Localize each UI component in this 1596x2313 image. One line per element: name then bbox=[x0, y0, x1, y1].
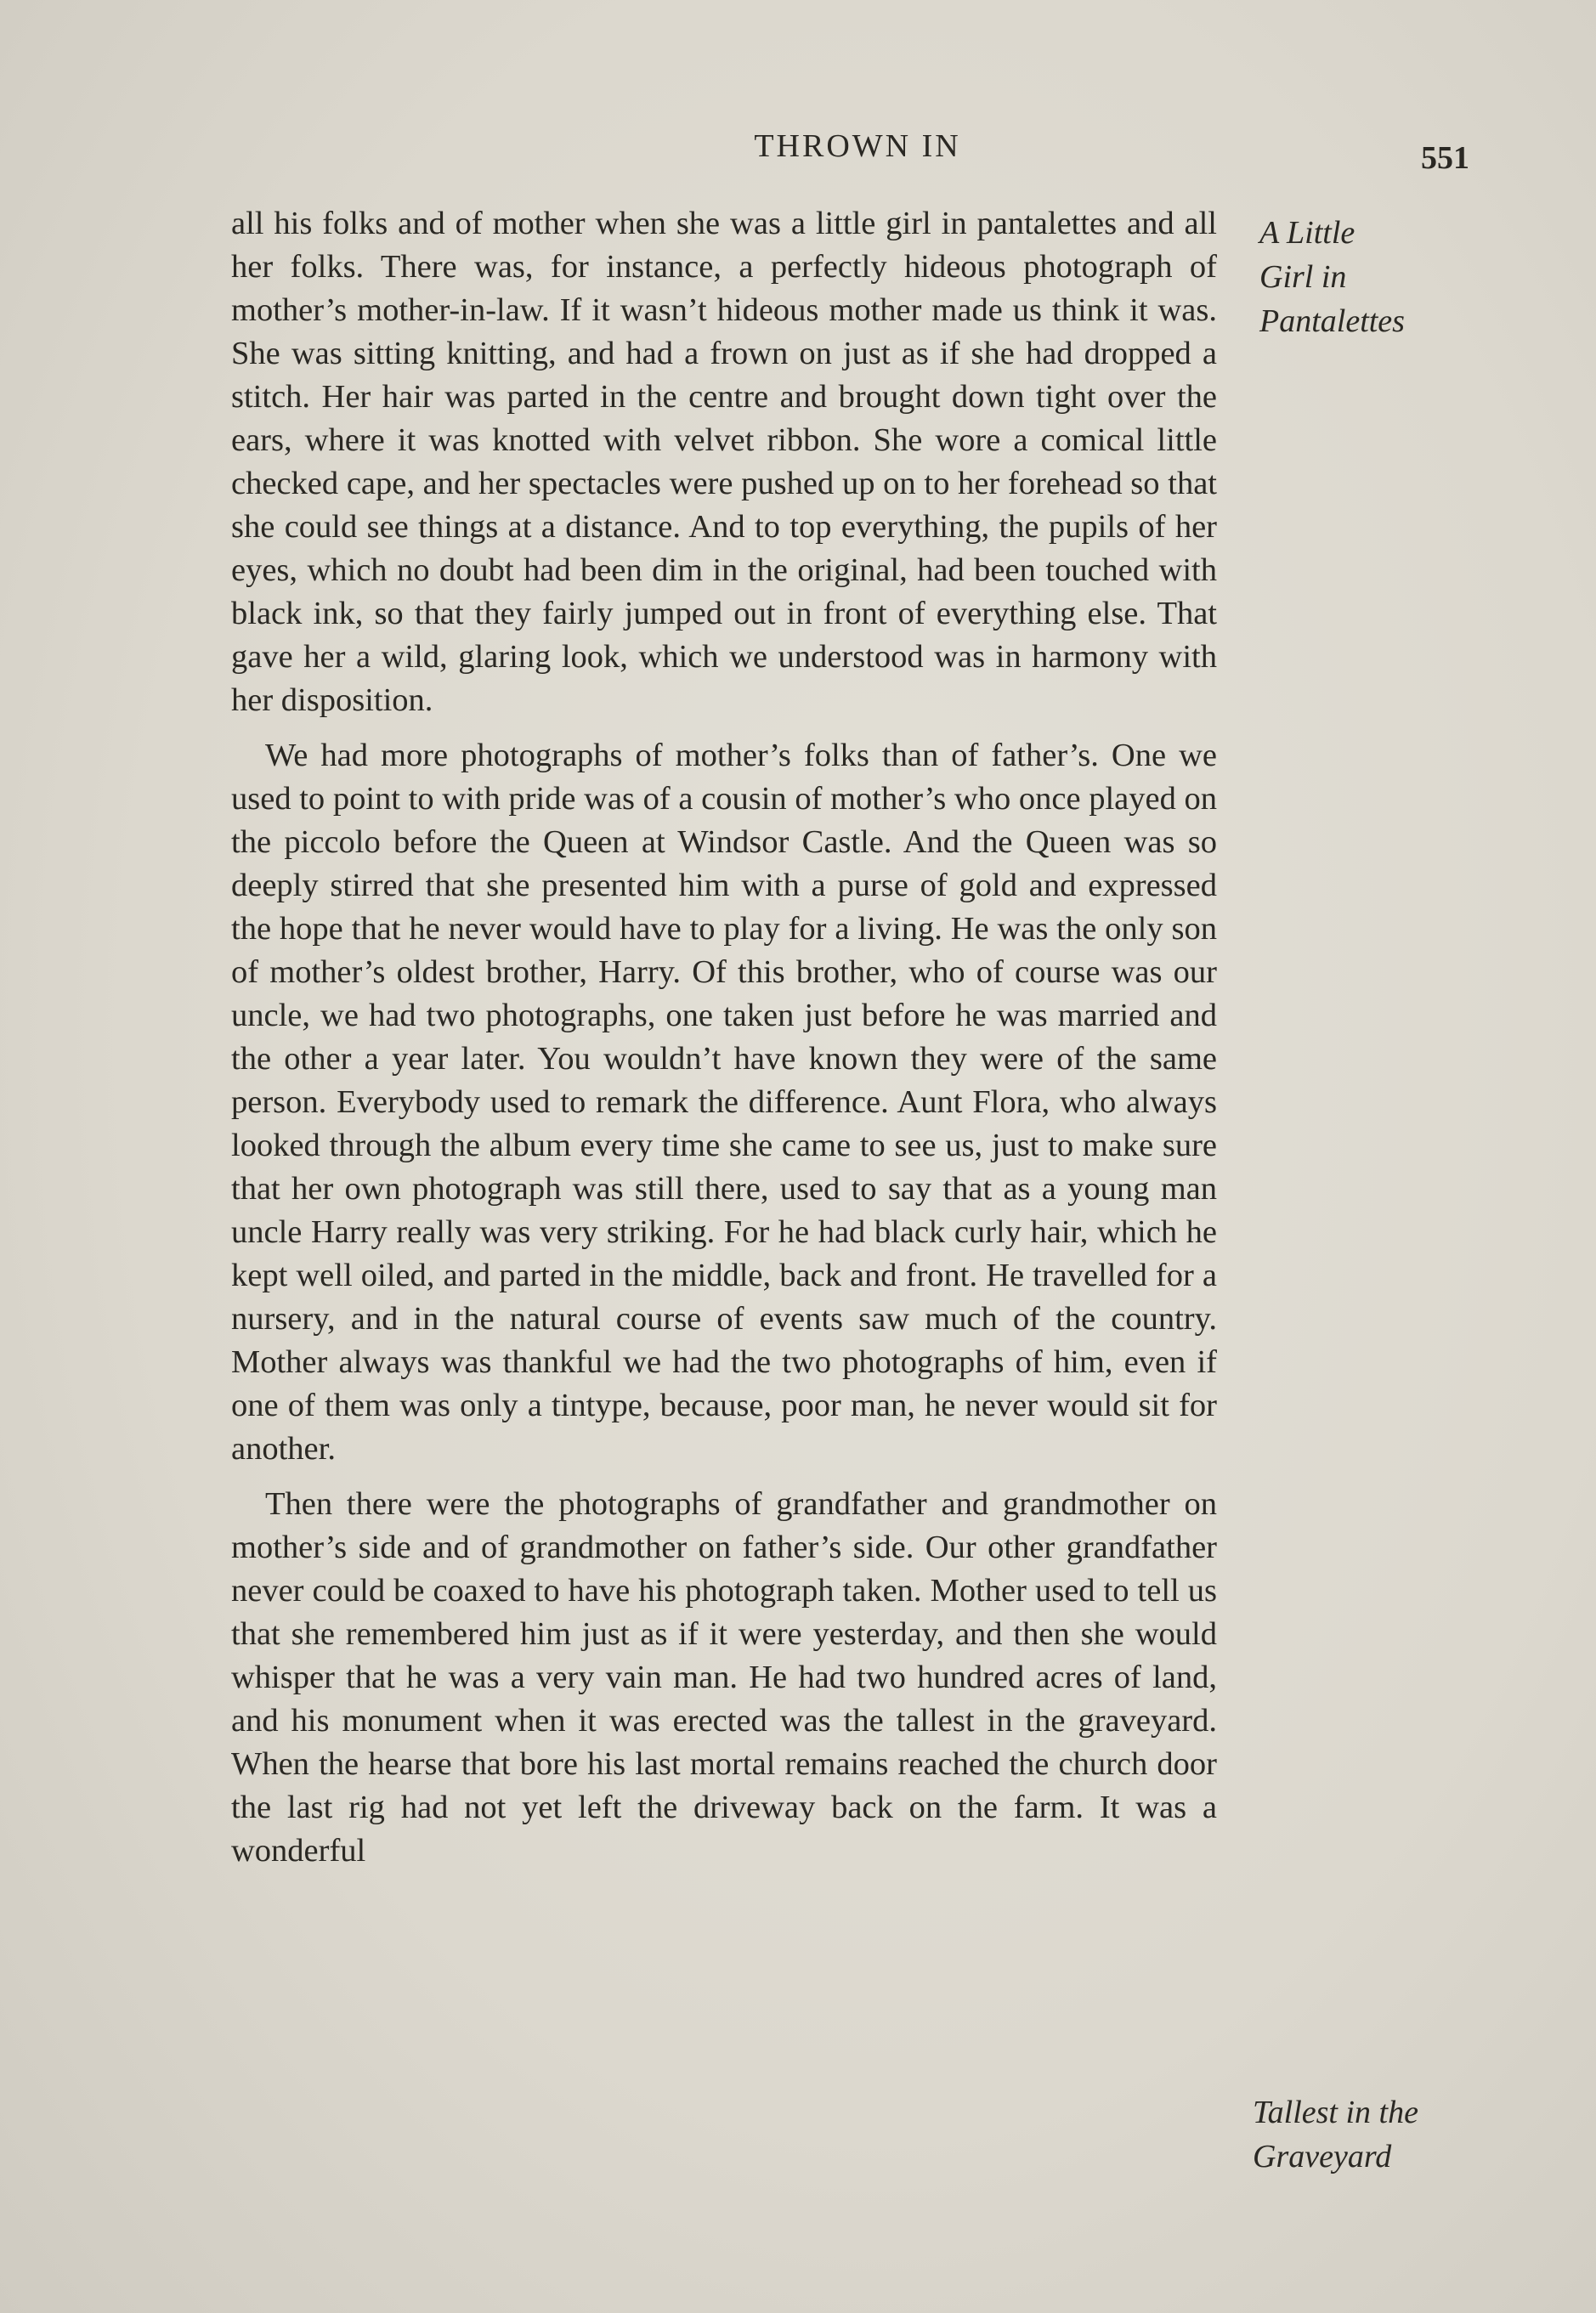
side-note-line: A Little bbox=[1259, 215, 1355, 251]
side-note-line: Graveyard bbox=[1253, 2139, 1392, 2174]
paragraph-2: We had more photographs of mother’s folks than of father’s. One we used to point to with pride was of a cousin of mother’s who once played on the piccolo before the Queen at Windsor Castle. And the Queen was so deeply stirred that she presented him with a purse of gold and expressed the hope that he never would have to play for a living. He was the only son of mother’s oldest brother, Harry. Of this brother, who of course was our uncle, we had two photographs, one taken just before he was married and the other a year later. You wouldn’t have known they were of the same person. Everybody used to remark the difference. Aunt Flora, who always looked through the album every time she came to see us, just to make sure that her own photograph was still there, used to say that as a young man uncle Harry really was very striking. For he had black curly hair, which he kept well oiled, and parted in the middle, back and front. He travelled for a nursery, and in the natural course of events saw much of the country. Mother always was thankful we had the two photographs of him, even if one of them was only a tintype, because, poor man, he never would sit for another. bbox=[231, 738, 1217, 1467]
paragraph-3: Then there were the photographs of grandfather and grandmother on mother’s side and of grandmother on father’s side. Our other grandfather never could be coaxed to have his photograph taken. Mother used to tell us that she remembered him just as if it were yesterday, and then she would whisper that he was a very vain man. He had two hundred acres of land, and his monument when it was erected was the tallest in the graveyard. When the hearse that bore his last mortal remains reached the church door the last rig had not yet left the driveway back on the farm. It was a wonderful bbox=[231, 1486, 1217, 1869]
side-note-line: Tallest in the bbox=[1253, 2095, 1418, 2130]
running-title: THROWN IN bbox=[754, 128, 961, 164]
paragraph-1: all his folks and of mother when she was a little girl in pantalettes and all her folks. There was, for instance, a perfectly hideous photograph of mother’s mother-in-law. If it wasn’t hideous mother made us think it was. She was sitting knitting, and had a frown on just as if she had dropped a stitch. Her hair was parted in the centre and brought down tight over the ears, where it was knotted with velvet ribbon. She wore a comical little checked cape, and her spectacles were pushed up on to her forehead so that she could see things at a distance. And to top everything, the pupils of her eyes, which no doubt had been dim in the original, had been touched with black ink, so that they fairly jumped out in front of everything else. That gave her a wild, glaring look, which we understood was in harmony with her disposition. bbox=[231, 206, 1217, 718]
side-note-tallest bbox=[1253, 2090, 1474, 2179]
side-note-line: Girl in bbox=[1259, 259, 1347, 295]
side-note-little-girl bbox=[1259, 211, 1480, 343]
page-number: 551 bbox=[1421, 140, 1469, 176]
side-note-line: Pantalettes bbox=[1259, 303, 1405, 339]
body-text bbox=[231, 202, 1217, 1885]
